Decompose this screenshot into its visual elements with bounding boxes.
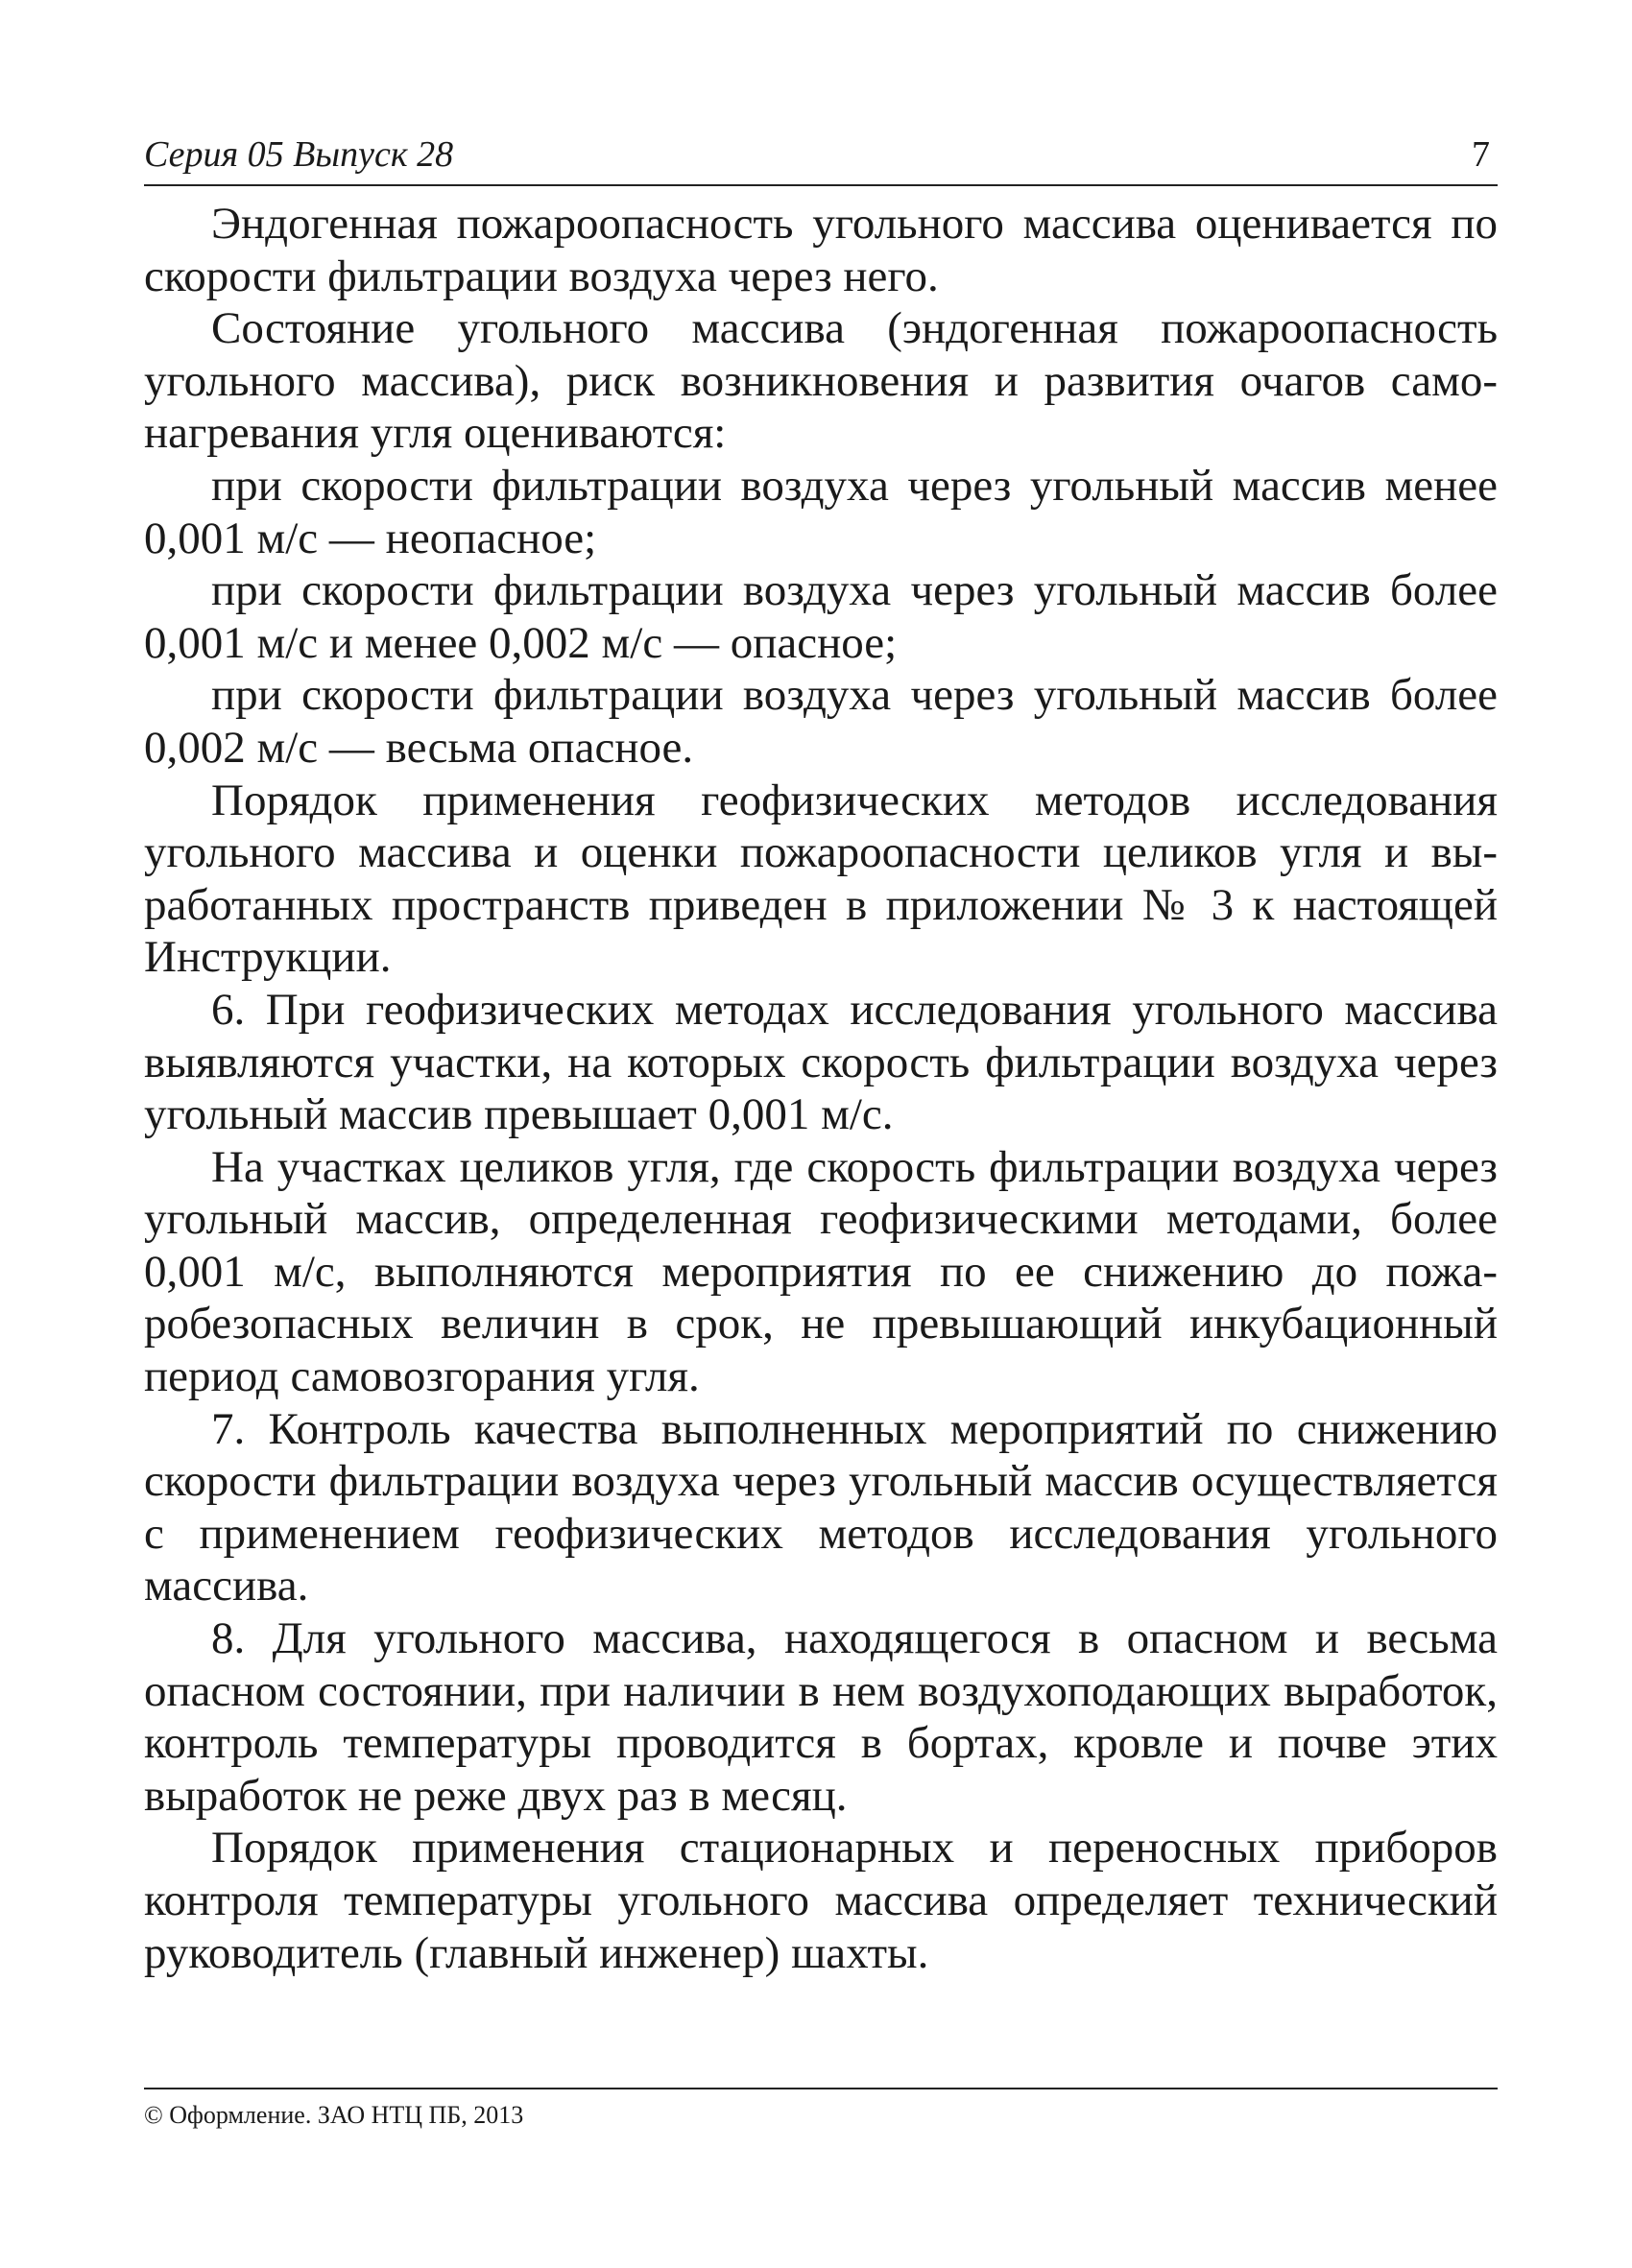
running-head	[144, 125, 1498, 186]
paragraph: при скорости фильтрации воздуха через угольный массив более 0,001 м/с и менее 0,002 м/с — опасное;	[144, 565, 1498, 668]
page	[144, 125, 1498, 1979]
paragraph: На участках целиков угля, где скорость фильтрации воздуха через угольный массив, определенная геофизическими методами, более 0,001 м/с, выполняются мероприятия по ее снижению до пожаробезопасных величин в срок, не превышающий инкубационный период самовозгорания угля.	[144, 1141, 1498, 1402]
paragraph: 8. Для угольного массива, находящегося в опасном и весьма опасном состоянии, при наличии в нем воздухоподающих выработок, контроль температуры проводится в бортах, кровле и почве этих выработок не реже двух раз в месяц.	[144, 1613, 1498, 1821]
body-text	[144, 198, 1498, 1979]
copyright-text: © Оформление. ЗАО НТЦ ПБ, 2013	[144, 2101, 524, 2129]
paragraph: 6. При геофизических методах исследования угольного массива выявляются участки, на которых скорость фильтрации воздуха через угольный массив превышает 0,001 м/с.	[144, 984, 1498, 1140]
paragraph: 7. Контроль качества выполненных мероприятий по снижению скорости фильтрации воздуха через угольный массив осуществляется с применением геофизических методов исследования угольного массива.	[144, 1403, 1498, 1611]
paragraph: Порядок применения геофизических методов исследования угольного массива и оценки пожароопасности целиков угля и выработанных пространств приведен в приложении № 3 к настоящей Инструкции.	[144, 775, 1498, 983]
paragraph: Состояние угольного массива (эндогенная пожароопасность угольного массива), риск возникновения и развития очагов самонагревания угля оцениваются:	[144, 303, 1498, 459]
page-number: 7	[1472, 134, 1490, 175]
paragraph: при скорости фильтрации воздуха через угольный массив более 0,002 м/с — весьма опасное.	[144, 670, 1498, 773]
paragraph: Порядок применения стационарных и переносных приборов контроля температуры угольного массива определяет технический руководитель (главный инженер) шахты.	[144, 1823, 1498, 1978]
series-label: Серия 05 Выпуск 28	[144, 134, 454, 175]
footer	[144, 2088, 1498, 2132]
paragraph: Эндогенная пожароопасность угольного массива оценивается по скорости фильтрации воздуха через него.	[144, 199, 1498, 301]
paragraph: при скорости фильтрации воздуха через угольный массив менее 0,001 м/с — неопасное;	[144, 460, 1498, 563]
